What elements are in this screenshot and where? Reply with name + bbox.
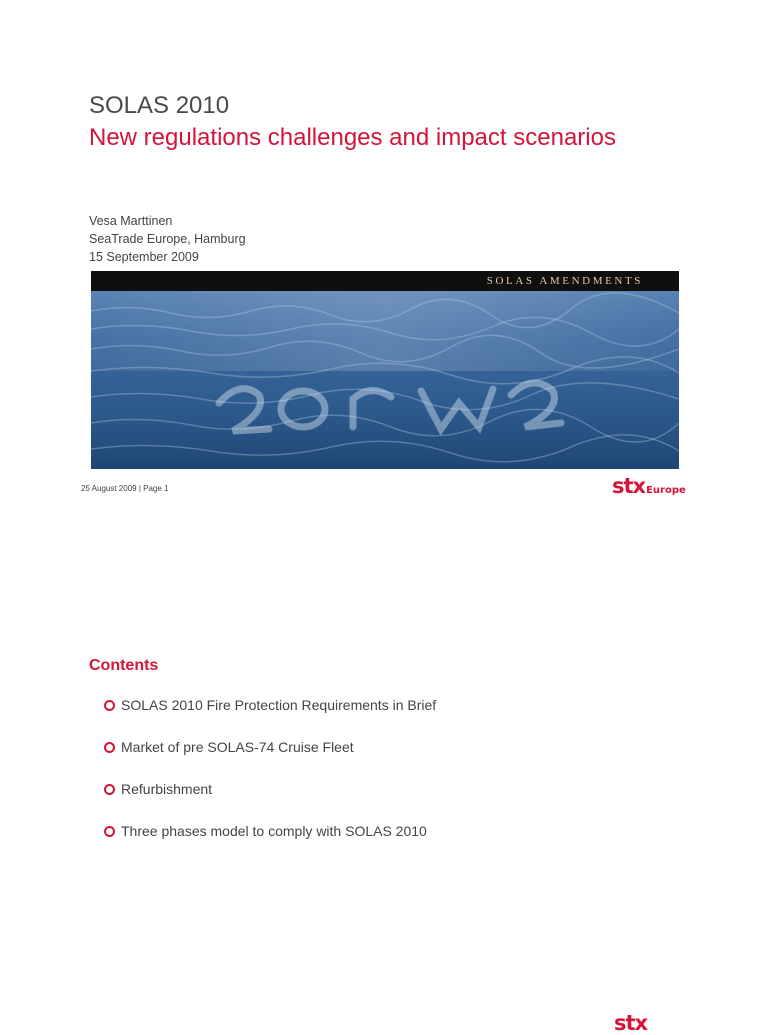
circle-bullet-icon — [104, 700, 115, 711]
banner-label: SOLAS AMENDMENTS — [486, 275, 643, 287]
logo-stx-text: stx — [612, 474, 646, 498]
stx-logo-partial: stx — [614, 1011, 648, 1035]
contents-list — [104, 695, 436, 863]
list-item — [104, 779, 436, 799]
banner-title-bar — [91, 271, 679, 291]
water-banner-image — [91, 271, 679, 469]
list-item-label: SOLAS 2010 Fire Protection Requirements in Brief — [121, 697, 437, 713]
list-item — [104, 695, 436, 715]
list-item-label: Three phases model to comply with SOLAS 2010 — [121, 823, 427, 839]
presentation-date: 15 September 2009 — [89, 250, 199, 264]
slide-footer: 25 August 2009 | Page 1 — [81, 484, 169, 493]
contents-slide — [0, 520, 768, 1035]
circle-bullet-icon — [104, 742, 115, 753]
stx-europe-logo — [612, 474, 686, 498]
list-item — [104, 821, 436, 841]
list-item — [104, 737, 436, 757]
logo-europe-text: Europe — [646, 485, 686, 496]
presentation-title: SOLAS 2010 — [89, 92, 230, 119]
author-block — [89, 212, 246, 266]
water-waves-graphic — [91, 271, 679, 469]
circle-bullet-icon — [104, 826, 115, 837]
list-item-label: Market of pre SOLAS-74 Cruise Fleet — [121, 739, 354, 755]
author-name: Vesa Marttinen — [89, 214, 173, 228]
circle-bullet-icon — [104, 784, 115, 795]
contents-heading: Contents — [89, 657, 159, 674]
event-name: SeaTrade Europe, Hamburg — [89, 232, 246, 246]
list-item-label: Refurbishment — [121, 781, 213, 797]
presentation-subtitle: New regulations challenges and impact scenarios — [89, 124, 616, 151]
